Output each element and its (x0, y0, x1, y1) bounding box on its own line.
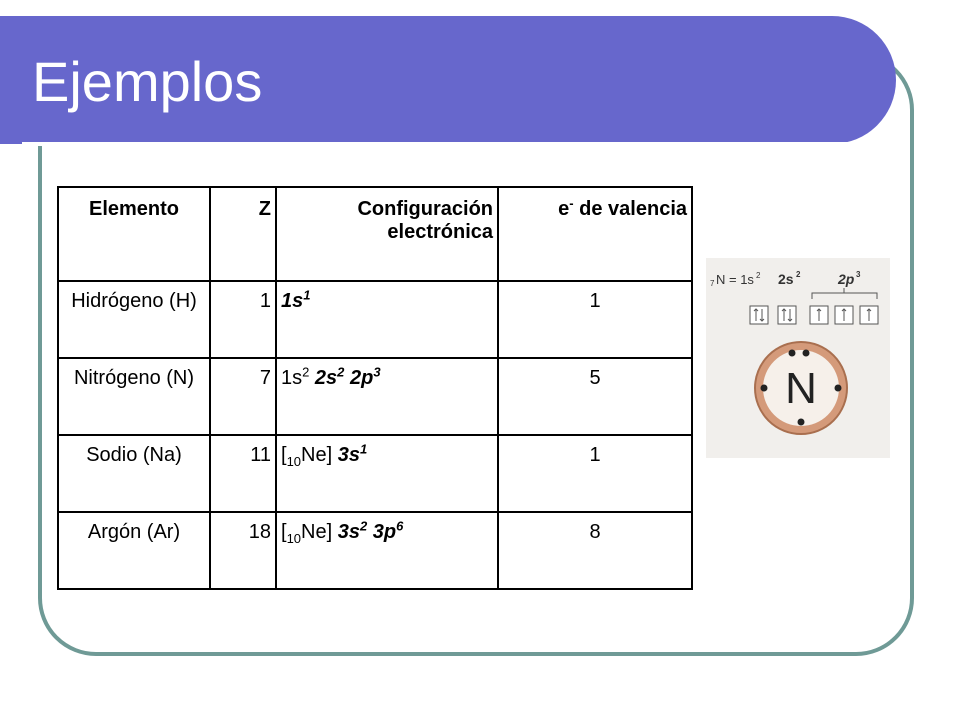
header-element: Elemento (58, 187, 210, 281)
electron-configuration-table (57, 186, 693, 590)
label-2s-exp: 2 (796, 270, 801, 279)
cell-valence: 5 (498, 358, 692, 435)
table-header-row (58, 187, 692, 281)
cell-element: Hidrógeno (H) (58, 281, 210, 358)
header-config: Configuración electrónica (276, 187, 498, 281)
table-row (58, 281, 692, 358)
table-row (58, 435, 692, 512)
cell-config: $[_{10}Ne]$ $3s^1$ (276, 435, 498, 512)
cell-element: Sodio (Na) (58, 435, 210, 512)
formula-main: N = 1s (716, 272, 754, 287)
cell-z: 18 (210, 512, 276, 589)
cell-element: Argón (Ar) (58, 512, 210, 589)
table-row (58, 358, 692, 435)
table-row (58, 512, 692, 589)
cell-z: 11 (210, 435, 276, 512)
cell-config: $1s^1$ (276, 281, 498, 358)
cell-element: Nitrógeno (N) (58, 358, 210, 435)
title-underline (22, 142, 848, 146)
label-2s: 2s (778, 271, 794, 287)
cell-valence: 1 (498, 435, 692, 512)
label-2p: 2p (838, 271, 855, 287)
formula-exp: 2 (756, 271, 761, 280)
header-z: Z (210, 187, 276, 281)
nitrogen-orbital-diagram (706, 258, 890, 458)
slide-title: Ejemplos (32, 50, 263, 113)
label-2p-exp: 3 (856, 270, 861, 279)
cell-z: 7 (210, 358, 276, 435)
header-valence: e- de valencia (498, 187, 692, 281)
cell-config: $1s^2$ $2s^2$ $2p^3$ (276, 358, 498, 435)
cell-z: 1 (210, 281, 276, 358)
cell-config: $[_{10}Ne]$ $3s^2$ $3p^6$ (276, 512, 498, 589)
atom-symbol: N (785, 364, 817, 413)
cell-valence: 1 (498, 281, 692, 358)
formula-sub: 7 (710, 279, 715, 288)
cell-valence: 8 (498, 512, 692, 589)
title-banner (0, 16, 896, 144)
